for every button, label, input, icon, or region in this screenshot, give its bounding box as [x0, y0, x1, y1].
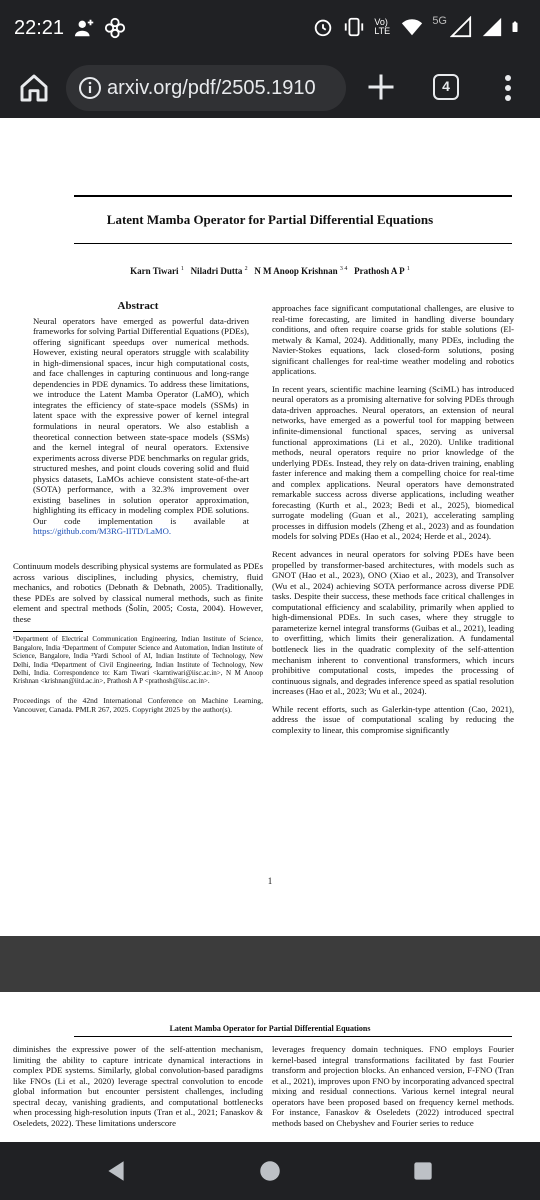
new-tab-icon[interactable] [366, 72, 396, 102]
footnote-rule [13, 631, 83, 632]
vibrate-icon [343, 16, 365, 38]
wifi-icon [401, 16, 423, 38]
page2-left-column [13, 1044, 263, 1135]
left-column [13, 301, 263, 714]
body-paragraph: leverages frequency domain techniques. FNO employs Fourier kernel-based integral transformations facilitated by fast Fourier transform and projection blocks. An enhanced version, F-FNO (Tran et al., 2021), improves upon FNO by incorporating advanced spectral mixing and residual connections. Various kernel integral neural operators have been proposed based on frequency kernel methods. For instance, Fanaskov & Oseledets (2022) introduced spectral methods based on Chebyshev and Fourier series to reduce [272, 1044, 514, 1128]
url-text[interactable]: arxiv.org/pdf/2505.1910 [107, 77, 316, 99]
status-bar [0, 0, 540, 58]
page-number: 1 [267, 876, 273, 886]
person-add-icon [74, 17, 96, 39]
pdf-page-2 [0, 992, 540, 1142]
paper-title: Latent Mamba Operator for Partial Differential Equations [106, 212, 434, 227]
author-name: Niladri Dutta [190, 266, 243, 276]
system-navigation-bar [0, 1142, 540, 1200]
home-icon[interactable] [18, 72, 50, 104]
status-left-icons [74, 17, 126, 39]
title-rule-top [74, 195, 512, 197]
body-paragraph: While recent efforts, such as Galerkin-type attention (Cao, 2021), address the issue of computational scaling by reducing the complexity to linear, this compromise significantly [272, 703, 514, 735]
network-type-label: 5G [432, 15, 447, 27]
affiliation-footnote: ¹Department of Electrical Communication Engineering, Indian Institute of Science, Bangalore, India ²Department of Computer Science and Automation, Indian Institute of Science, Bangalore, India ³Yardi School of AI, Indian Institute of Technology, New Delhi, India ⁴Department of Civil Engineering, Indian Institute of Technology, New Delhi, India. Correspondence to: Karn Tiwari <karntiwari@iisc.ac.in>, N M Anoop Krishnan <krishnan@iitd.ac.in>, Prathosh A P <prathosh@iisc.ac.in>. [13, 635, 263, 686]
author-affiliation: 1 [406, 266, 410, 272]
author-name: Karn Tiwari [130, 266, 179, 276]
battery-icon [512, 16, 524, 38]
alarm-icon [312, 16, 334, 38]
address-bar[interactable] [66, 65, 346, 111]
status-time: 22:21 [14, 17, 65, 39]
body-paragraph: In recent years, scientific machine learning (SciML) has introduced neural operators as a promising alternative for solving PDEs through data-driven approaches. Neural operators, an extension of neural networks, have emerged as a powerful tool for mapping between infinite-dimensional functional spaces, serving as universal functional approximations (Li et al., 2020). Unlike traditional methods, neural operators require no prior knowledge of the underlying PDEs. Instead, they rely on data-driven training, enabling faster inference and making them a compelling choice for real-time and complex applications. Neural operators have demonstrated remarkable success across diverse applications, including weather forecasting (Kurth et al., 2023; Bedi et al., 2025), biomedical surrogate modeling (Guan et al., 2021), accelerating sampling processes in diffusion models (Zheng et al., 2023) and as foundation models for solving PDEs (Hao et al., 2024; Herde et al., 2024). [272, 383, 514, 542]
author-list [0, 266, 540, 276]
body-paragraph: Recent advances in neural operators for solving PDEs have been propelled by transformer-based architectures, with models such as GNOT (Hao et al., 2023), ONO (Xiao et al., 2023), and Transolver (Wu et al., 2024) achieving SOTA performance across diverse PDE tasks. Despite their success, these methods face critical challenges in computational efficiency and scalability, primarily when applied to high-dimensional PDEs. In such cases, where they struggle to parameterize kernel integral transforms (Guibas et al., 2021), leading to overfitting, which limits their generalization. A fundamental bottleneck lies in the quadratic complexity of the self-attention mechanism inherent to conventional transformers, which incurs prohibitive computational costs, impedes the processing of continuous signals, and degrades inference speed as spatial resolution increases (Hao et al., 2023; Wu et al., 2024). [272, 549, 514, 697]
body-paragraph: approaches face significant computational challenges, are elusive to real-time forecasting, are limited in handling diverse boundary conditions, and often require coarse grids for stable solutions (El-metwaly & Kamal, 2024). Additionally, many PDEs, including the Navier-Stokes equations, lack closed-form solutions, posing significant challenges for real-time weather modeling and robotics applications. [272, 303, 514, 377]
title-rule-bottom [74, 243, 512, 244]
status-right-icons [312, 16, 524, 38]
code-link[interactable]: https://github.com/M3RG-IITD/LaMO. [33, 526, 172, 537]
pdf-viewer[interactable] [0, 118, 540, 1142]
back-icon[interactable] [103, 1158, 129, 1184]
abstract-text: Neural operators have emerged as powerful data-driven frameworks for solving Partial Differential Equations (PDEs), offering significant speedups over numerical methods. However, existing neural operators struggle with scalability in high-dimensional spaces, incur high computational costs, and face challenges in capturing continuous and long-range dependencies in PDE dynamics. To address these limitations, we introduce the Latent Mamba Operator (LaMO), which integrates the efficiency of state-space models (SSMs) in latent space with the expressive power of kernel integral formulations in neural operators. We also establish a theoretical connection between state-space models (SSMs) and the kernel integral of neural operators. Extensive experiments across diverse PDE benchmarks on regular grids, structured meshes, and point clouds covering solid and fluid physics datasets, LaMOs achieve consistent state-of-the-art (SOTA) performance, with a 32.3% improvement over existing baselines in solution operator approximation, highlighting its efficacy in modeling complex PDE solutions. Our code implementation is available at [33, 315, 249, 526]
author-name: Prathosh A P [354, 266, 405, 276]
body-paragraph: diminishes the expressive power of the self-attention mechanism, limiting the ability to capture intricate dynamical interactions in complex PDE systems. Similarly, global convolution-based paradigms like FNOs (Li et al., 2020) leverage spectral convolution to encode global information but encounter persistent challenges, including spectral decay, vanishing gradients, and computational bottlenecks when processing high-resolution inputs (Tran et al., 2021; Fanaskov & Oseledets, 2022). These limitations underscore [13, 1044, 263, 1128]
running-head: Latent Mamba Operator for Partial Differential Equations [169, 1024, 371, 1033]
author-affiliation: 2 [244, 266, 248, 272]
tab-switcher-button[interactable]: 4 [433, 74, 459, 100]
abstract-heading: Abstract [117, 300, 159, 312]
pinwheel-icon [104, 17, 126, 39]
intro-paragraph: Continuum models describing physical systems are formulated as PDEs across various disciplines, including physics, chemistry, fluid mechanics, and robotics (Debnath & Debnath, 2005). Traditionally, these PDEs are solved by classical numeral methods, such as finite element and spectral methods (Šolín, 2005; Costa, 2004). However, these [13, 561, 263, 624]
info-icon[interactable] [78, 76, 102, 100]
abstract-body [13, 316, 263, 537]
author-affiliation: 3 4 [339, 266, 348, 272]
browser-toolbar [0, 58, 540, 118]
proceedings-note: Proceedings of the 42nd International Conference on Machine Learning, Vancouver, Canada. PMLR 267, 2025. Copyright 2025 by the author(s). [13, 695, 263, 714]
recents-icon[interactable] [410, 1158, 436, 1184]
volte-label: Vo) LTE [374, 17, 391, 36]
pdf-page-1 [0, 118, 540, 936]
right-column [272, 303, 514, 742]
home-nav-icon[interactable] [257, 1158, 283, 1184]
running-head-rule [74, 1036, 512, 1037]
signal-full-icon [481, 16, 503, 38]
more-options-icon[interactable] [498, 72, 518, 104]
author-affiliation: 1 [180, 266, 184, 272]
author-name: N M Anoop Krishnan [254, 266, 338, 276]
signal-icon [450, 16, 472, 38]
page2-right-column [272, 1044, 514, 1135]
